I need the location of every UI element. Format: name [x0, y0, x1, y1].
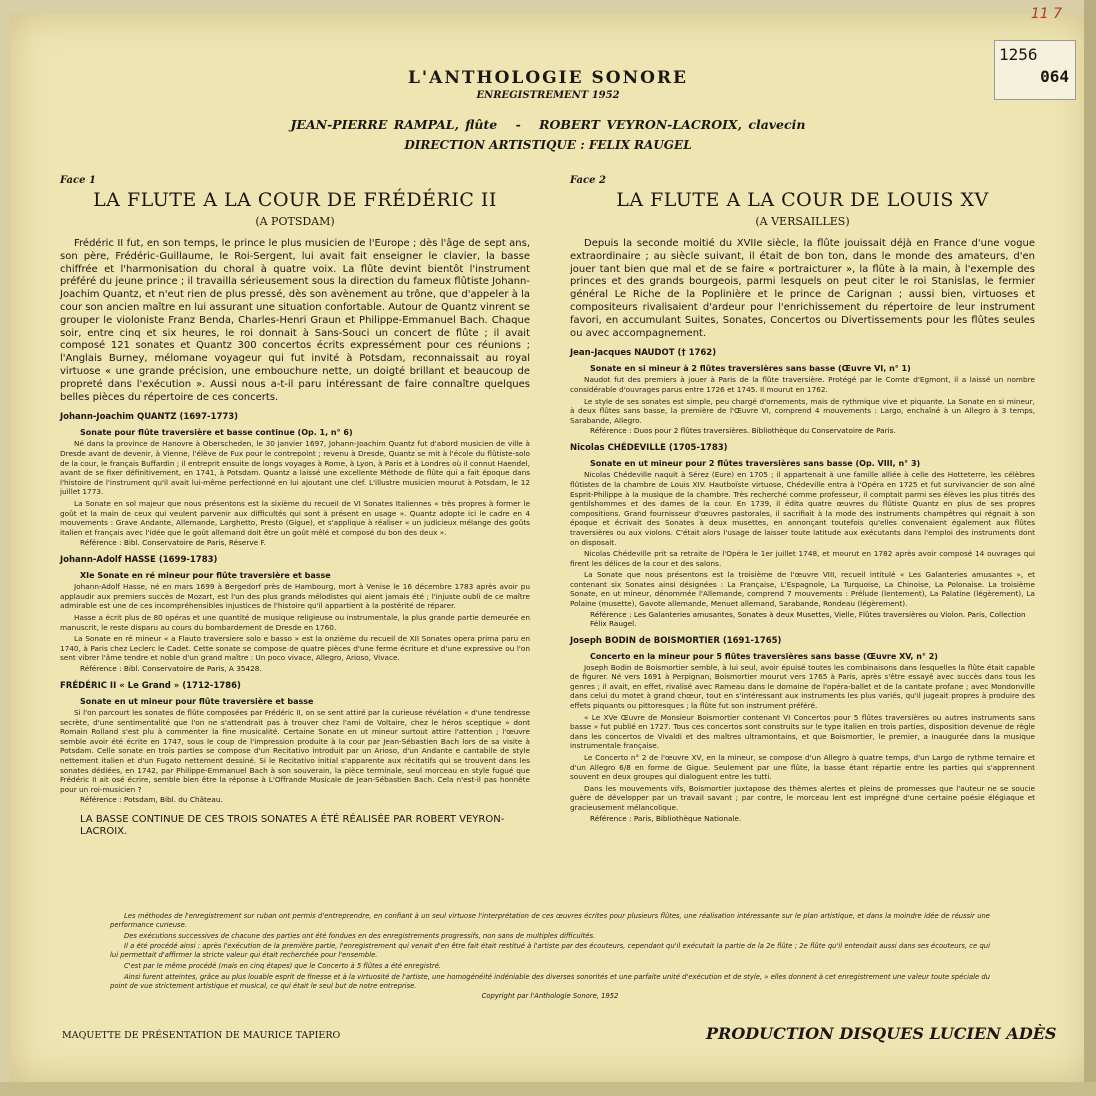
face-1-intro: Frédéric II fut, en son temps, le prince le plus musicien de l'Europe ; dès l'âge de sept ans, son père, Frédéric-Guillaume, le Roi-Sergent, lui avait fait enseigner le clavier, la basse chiffrée et l'harmonisation du choral à quatre voix. La flûte devint bientôt l'instrument préféré du jeune prince ; il travailla sérieusement sous la direction du fameux flûtiste Johann-Joachim Quantz, et n'eut rien de plus pressé, dès son avènement au trône, que d'appeler à la cour son ancien maître en lui assurant une situation confortable. Autour de Quantz vinrent se grouper le violoniste Franz Benda, Charles-Henri Graun et Philippe-Emmanuel Bach. Chaque soir, entre cinq et six heures, le roi donnait à Sans-Souci un concert de flûte ; il avait composé 121 sonates et Quantz 300 concertos écrits expressément pour ces réunions ; l'Anglais Burney, mélomane voyageur qui fut invité à Potsdam, reconnaissait au royal virtuose « une grande précision, une embouchure nette, un doigté brillant et beaucoup de propreté dans l'exécution ». Aussi nous a-t-il paru intéressant de faire connaître quelques belles pièces du répertoire de ces concerts. — [60, 238, 530, 403]
copyright-line: Copyright par l'Anthologie Sonore, 1952 — [481, 992, 619, 1001]
composer-heading: Johann-Adolf HASSE (1699-1783) — [60, 555, 218, 566]
performers — [0, 117, 1096, 132]
notes-paragraph: Nicolas Chédeville prit sa retraite de l'Opéra le 1er juillet 1748, et mourut en 1782 après avoir composé 14 ouvrages qui firent les délices de la cour et des salons. — [570, 549, 1035, 568]
notes-paragraph: Dans les mouvements vifs, Boismortier juxtapose des thèmes alertes et pleins de promesses que l'auteur ne se soucie guère de développer par un travail savant ; par contre, le morceau lent est imprégné d'une certaine poésie élégiaque et gracieusement mélancolique. — [570, 783, 1035, 812]
notes-paragraph: Hasse a écrit plus de 80 opéras et une quantité de musique religieuse ou instrumentale, la plus grande partie demeurée en manuscrit, le reste disparu au cours du bombardement de Dresde en 1760. — [60, 613, 530, 632]
face-1-subtitle: (A POTSDAM) — [255, 215, 335, 228]
work-title: Sonate pour flûte traversière et basse continue (Op. 1, n° 6) — [80, 428, 353, 438]
face-1-title: LA FLUTE A LA COUR DE FRÉDÉRIC II — [93, 189, 497, 211]
recording-year: ENREGISTREMENT 1952 — [476, 90, 620, 101]
recording-notes — [110, 910, 990, 1000]
notes-paragraph: Joseph Bodin de Boismortier semble, à lui seul, avoir épuisé toutes les combinaisons dans lesquelles la flûte était capable de figurer. Né vers 1691 à Perpignan, Boismortier mourut vers 1765 à Paris, après s'être essayé avec succès dans tous les genres ; il avait, en effet, rivalisé avec Rameau dans le domaine de l'opéra-ballet et de la cantate profane ; avec Mondonville dans celui du motet à grand chœur, tout en s'intéressant aux instruments les plus variés, qu'il jugeait propres à produire des effets piquants ou pittoresques ; la flûte fut son instrument préféré. — [570, 662, 1035, 711]
notes-paragraph: Le Concerto n° 2 de l'œuvre XV, en la mineur, se compose d'un Allegro à quatre temps, d'un Largo de rythme ternaire et d'un Allegro 6/8 en forme de Gigue. Seulement par une flûte, la basse étant répartie entre les parties qui s'apprennent souvent en deux groupes qui dialoguent entre les tutti. — [570, 753, 1035, 782]
notes-paragraph: Nicolas Chédeville naquit à Sérez (Eure) en 1705 ; il appartenait à une famille alliée à celle des Hotteterre, les célèbres flûtistes de la chambre de Louis XIV. Hautboïste virtuose, Chédeville entra à l'Opéra en 1725 et fut survivancier de son aîné Esprit-Philippe à la musique de la chambre. Très recherché comme professeur, il comptait parmi ses élèves les plus titrés des gentilshommes et des dames de la cour. En 1739, il édita quatre œuvres du flûtiste Quantz en plus de ses propres compositions. Grand fournisseur d'œuvres pastorales, il sacrifiait à la mode des instruments champêtres qui régnait à son époque et écrivait des Sonates à deux musettes, en annonçant toutefois qu'elles convenaient également aux flûtes traversières ou aux violons. C'était alors l'usage de laisser toute latitude aux exécutants dans l'emploi des instruments dont on disposait. — [570, 470, 1035, 547]
face-2-title: LA FLUTE A LA COUR DE LOUIS XV — [616, 189, 989, 211]
composer-heading: FRÉDÉRIC II « Le Grand » (1712-1786) — [60, 681, 241, 692]
artistic-direction: DIRECTION ARTISTIQUE : FELIX RAUGEL — [404, 138, 692, 152]
brand-title: L'ANTHOLOGIE SONORE — [407, 68, 689, 88]
work-title: Sonate en ut mineur pour flûte traversière et basse — [80, 697, 314, 707]
footer-paragraph: Des exécutions successives de chacune des parties ont été fondues en des enregistrements progressifs, non sans de multiples difficultés. — [124, 931, 596, 940]
composer-heading: Johann-Joachim QUANTZ (1697-1773) — [60, 412, 239, 423]
work-title: Sonate en ut mineur pour 2 flûtes traversières sans basse (Op. VIII, n° 3) — [590, 459, 921, 469]
reference-line: Référence : Les Galanteries amusantes, Sonates à deux Musettes, Vielle, Flûtes traversières ou Violon. Paris, Collection Félix Raugel. — [590, 609, 1026, 628]
design-credit: MAQUETTE DE PRÉSENTATION DE MAURICE TAPIERO — [62, 1030, 341, 1041]
face-2-column — [570, 175, 1035, 823]
footer-paragraph: Il a été procédé ainsi : après l'exécution de la première partie, l'enregistrement qui venait d'en être fait était restitué à l'artiste par des écouteurs, cependant qu'il exécutait la partie de la 2e flûte ; 2e flûte qu'il entendait aussi dans ses écouteurs, ce qui lui permettait d'affirmer la stricte valeur qui était recherchée pour l'ensemble. — [110, 942, 990, 960]
work-title: Concerto en la mineur pour 5 flûtes traversières sans basse (Œuvre XV, n° 2) — [590, 651, 938, 661]
stamp-number-bottom: 064 — [1040, 67, 1069, 86]
face-1-column — [60, 175, 530, 838]
notes-paragraph: Si l'on parcourt les sonates de flûte composées par Frédéric II, on se sent attiré par la curieuse révélation « d'une tendresse secrète, d'une sentimentalité que l'on ne s'attendrait pas à trouver chez l'ami de Voltaire, chez le héros sceptique » dont Romain Rolland s'est plu à commenter la fine musicalité. Certaine Sonate en ut mineur surtout attire l'attention ; l'œuvre semble avoir été écrite en 1747, sous le coup de l'impression produite à la cour par Jean-Sébastien Bach lors de sa visite à Potsdam. Celle sonate en trois parties se compose d'un Recitativo introduit par un Arioso, d'un Andante e cantabile de style nettement italien et d'un Fugato nettement dessiné. Si le Recitativo initial s'apparente aux récitatifs qui se trouvent dans les sonates dédiées, en 1742, par Philippe-Emmanuel Bach à son souverain, la pièce terminale, seul morceau en style fugué que Frédéric II ait osé écrire, semble bien être la réponse à L'Offrande Musicale de Jean-Sébastien Bach. Cela n'est-il pas honnête pour un roi-musicien ? — [60, 708, 530, 794]
reference-line: Référence : Bibl. Conservatoire de Paris, A 35428. — [80, 664, 262, 674]
notes-paragraph: Le style de ses sonates est simple, peu chargé d'ornements, mais de rythmique vive et piquante. La Sonate en si mineur, à deux flûtes sans basse, la première de l'Œuvre VI, comprend 4 mouvements : Largo, enchaîné à un Allegro à 3 temps, Sarabande, Allegro. — [570, 396, 1035, 425]
notes-paragraph: Johann-Adolf Hasse, né en mars 1699 à Bergedorf près de Hambourg, mort à Venise le 16 décembre 1783 après avoir pu applaudir aux premiers succès de Mozart, est l'un des plus grands mélodistes qui aient jamais été ; l'injuste oubli de ce maître admirable est une de ces incompréhensibles injustices de l'histoire qu'il appartient à la postérité de réparer. — [60, 582, 530, 611]
notes-paragraph: Naudot fut des premiers à jouer à Paris de la flûte traversière. Protégé par le Comte d'Egmont, il a laissé un nombre considérable d'ouvrages parus entre 1726 et 1745. Il mourut en 1762. — [570, 375, 1035, 394]
performer-harpsichord: ROBERT VEYRON-LACROIX, clavecin — [539, 117, 806, 132]
sleeve-edge-bottom — [0, 1082, 1096, 1096]
notes-paragraph: La Sonate en ré mineur « a Flauto traversiere solo e basso » est la onzième du recueil de XII Sonates opera prima paru en 1740, à Paris chez Leclerc le Cadet. Cette sonate se compose de quatre pièces d'une ferme écriture et d'une expressive ou l'on sent vibrer l'âme tendre et noble d'un grand maître : Un poco vivace, Allegro, Arioso, Vivace. — [60, 634, 530, 663]
notes-paragraph: La Sonate en sol majeur que nous présentons est la sixième du recueil de VI Sonates Italiennes « très propres à former le goût et la main de ceux qui veulent parvenir aux difficultés qui sont à présent en usage ». Quantz adopte ici le cadre en 4 mouvements : Grave Andante, Allemande, Larghetto, Presto (Gigue), et s'applique à réaliser « un judicieux mélange des goûts italien et français avec l'idée que le goût allemand doit être un goût mêlé et composé du bon des deux ». — [60, 498, 530, 537]
footer-paragraph: Ainsi furent atteintes, grâce au plus louable esprit de finesse et à la virtuosité de l'artiste, une homogénéité indéniable des diverses sonorités et une parfaite unité d'exécution et de style, » elles donnent à cet enregistrement une valeur toute spéciale du point de vue strictement artistique et musical, ce qui était le seul but de notre entreprise. — [110, 972, 990, 990]
notes-paragraph: Né dans la province de Hanovre à Oberscheden, le 30 janvier 1697, Johann-Joachim Quantz fut d'abord musicien de ville à Dresde avant de devenir, à Vienne, l'élève de Fux pour le contrepoint ; revenu à Dresde, Quantz se mit à l'école du flûtiste-solo de la cour, le français Buffardin ; il entreprit ensuite de longs voyages à Rome, à Lyon, à Paris et à Londres où il connut Haendel, avant de se fixer définitivement, en 1741, à Potsdam. Quantz a laissé une excellente Méthode de flûte qui a fait époque dans l'histoire de l'instrument qu'il avait lui-même perfectionné en lui ajoutant une clef. L'illustre musicien mourut à Potsdam, le 12 juillet 1773. — [60, 439, 530, 497]
composer-heading: Joseph BODIN de BOISMORTIER (1691-1765) — [570, 635, 782, 646]
pencil-mark: 11 7 — [1030, 6, 1062, 22]
face-2-subtitle: (A VERSAILLES) — [755, 215, 850, 228]
composer-heading: Nicolas CHÉDEVILLE (1705-1783) — [570, 443, 728, 454]
basso-continuo-note: LA BASSE CONTINUE DE CES TROIS SONATES A ÉTÉ RÉALISÉE PAR ROBERT VEYRON-LACROIX. — [80, 814, 505, 838]
notes-paragraph: La Sonate que nous présentons est la troisième de l'œuvre VIII, recueil intitulé « Les Galanteries amusantes », et contenant six Sonates ainsi désignées : La Française, L'Espagnole, La Turquoise, La Chinoise, La Polonaise. La troisième Sonate, en ut mineur, dénommée l'Allemande, comprend 7 mouvements : Prélude (lentement), La Palatine (légèrement), La Polaine (musette), Gavote allemande, Menuet allemand, Sarabande, Rondeau (légèrement). — [570, 570, 1035, 609]
work-title: Sonate en si mineur à 2 flûtes traversières sans basse (Œuvre VI, n° 1) — [590, 364, 911, 374]
footer-paragraph: C'est par le même procédé (mais en cinq étapes) que le Concerto à 5 flûtes a été enregistré. — [124, 961, 442, 970]
sleeve-edge — [1084, 0, 1096, 1096]
reference-line: Référence : Potsdam, Bibl. du Château. — [80, 795, 223, 805]
work-title: XIe Sonate en ré mineur pour flûte traversière et basse — [80, 571, 331, 581]
face-2-intro: Depuis la seconde moitié du XVIIe siècle, la flûte jouissait déjà en France d'une vogue extraordinaire ; au siècle suivant, il était de bon ton, dans le monde des amateurs, d'en jouer tant bien que mal et de se faire « portraicturer », la flûte à la main, à l'exemple des princes et des grands bourgeois, parmi lesquels on peut citer le roi Stanislas, le fermier général Le Riche de la Poplinière et le prince de Carignan ; aussi bien, virtuoses et compositeurs rivalisaient d'ardeur pour l'enrichissement du répertoire de leur instrument favori, en accumulant Suites, Sonates, Concertos ou Divertissements pour les flûtes seules ou avec accompagnement. — [570, 238, 1035, 339]
performer-flute: JEAN-PIERRE RAMPAL, flûte — [290, 117, 498, 132]
footer-paragraph: Les méthodes de l'enregistrement sur ruban ont permis d'entreprendre, en confiant à un seul virtuose l'interprétation de ces œuvres écrites pour plusieurs flûtes, une réalisation intéressante sur le plan artistique, et dans la moindre idée de réussir une performance curieuse. — [110, 912, 990, 929]
reference-line: Référence : Bibl. Conservatoire de Paris, Réserve F. — [80, 538, 266, 548]
reference-line: Référence : Paris, Bibliothèque Nationale. — [590, 813, 742, 823]
performer-separator: - — [515, 117, 521, 132]
stamp-number-top: 1256 — [999, 45, 1038, 64]
reference-line: Référence : Duos pour 2 flûtes traversières. Bibliothèque du Conservatoire de Paris. — [590, 426, 896, 436]
face-2-label: Face 2 — [570, 175, 606, 186]
face-1-label: Face 1 — [60, 175, 96, 186]
notes-paragraph: « Le XVe Œuvre de Monsieur Boismortier contenant VI Concertos pour 5 flûtes traversières ou autres instruments sans basse » fut publié en 1727. Tous ces concertos sont construits sur le type italien en trois parties, disposition devenue de règle dans les concertos de Vivaldi et des maîtres ultramontains, et que Boismortier, le premier, a inaugurée dans la musique instrumentale française. — [570, 712, 1035, 751]
header — [0, 68, 1096, 152]
production-credit: PRODUCTION DISQUES LUCIEN ADÈS — [706, 1024, 1057, 1043]
composer-heading: Jean-Jacques NAUDOT († 1762) — [570, 348, 717, 359]
